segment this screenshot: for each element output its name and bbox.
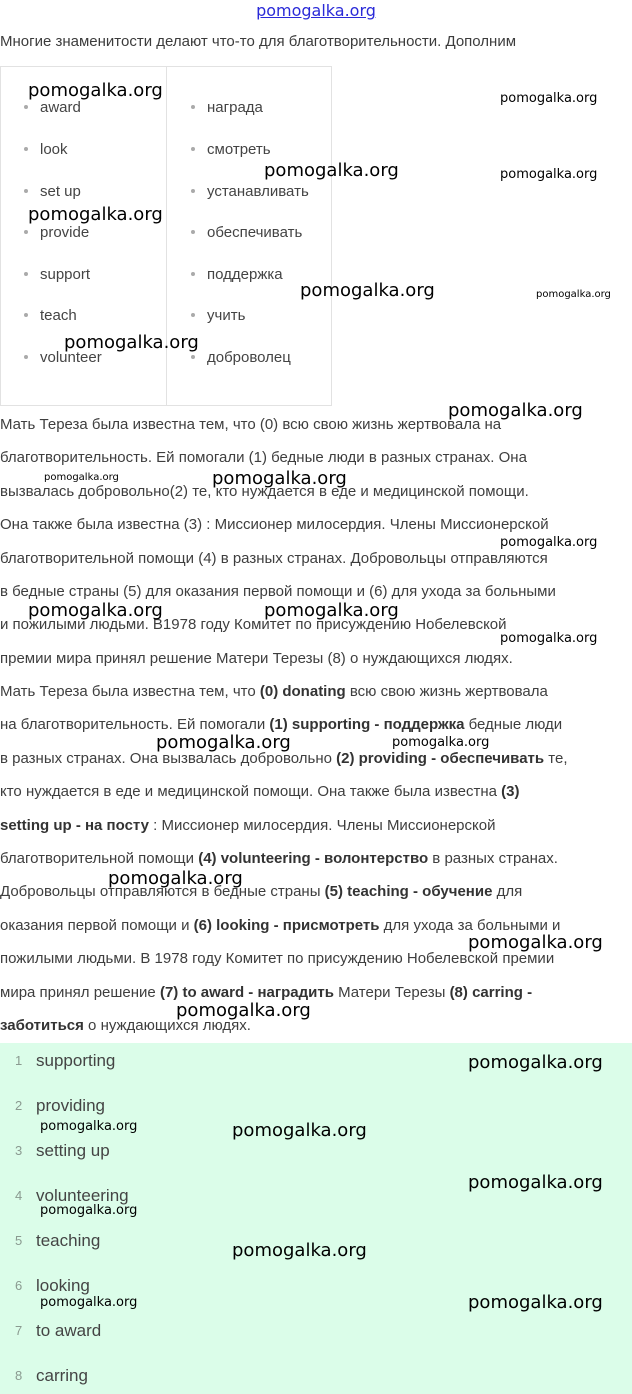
vocab-en-text: set up bbox=[40, 183, 81, 200]
answer-word: supporting bbox=[36, 1051, 116, 1070]
watermark: pomogalka.org bbox=[468, 932, 603, 953]
watermark: pomogalka.org bbox=[40, 1295, 138, 1310]
watermark: pomogalka.org bbox=[176, 1000, 311, 1021]
vocab-en-text: look bbox=[40, 141, 68, 158]
answer-highlight: (0) donating bbox=[259, 683, 346, 700]
answer-number: 4 bbox=[15, 1188, 23, 1203]
task-line: благотворительной помощи (4) в разных странах. Добровольцы отправляются bbox=[0, 549, 548, 567]
table-divider bbox=[166, 67, 167, 405]
vocab-en-text: teach bbox=[40, 307, 77, 324]
task-line: благотворительность. Ей помогали (1) бедные люди в разных странах. Она bbox=[0, 449, 527, 467]
watermark: pomogalka.org bbox=[212, 468, 347, 489]
watermark: pomogalka.org bbox=[156, 732, 291, 753]
task-line: Мать Тереза была известна тем, что (0) всю свою жизнь жертвовала на bbox=[0, 416, 502, 433]
answer-line: благотворительной помощи (4) volunteering - волонтерство в разных странах. bbox=[0, 850, 558, 868]
watermark: pomogalka.org bbox=[448, 400, 583, 421]
watermark: pomogalka.org bbox=[40, 1119, 138, 1134]
answer-line: мира принял решение (7) to award - наградить Матери Терезы (8) carring - bbox=[0, 983, 533, 1001]
vocab-ru-text: устанавливать bbox=[207, 183, 309, 200]
answer-number: 6 bbox=[15, 1278, 23, 1293]
answer-highlight: (5) teaching - обучение bbox=[324, 883, 493, 901]
bullet-icon bbox=[191, 313, 195, 317]
watermark: pomogalka.org bbox=[300, 280, 435, 301]
task-line: Она также была известна (3) : Миссионер милосердия. Члены Миссионерской bbox=[0, 516, 549, 534]
answers-list bbox=[0, 1043, 632, 1394]
watermark: pomogalka.org bbox=[64, 332, 199, 353]
watermark: pomogalka.org bbox=[500, 631, 598, 646]
task-line: и пожилыми людьми. В1978 году Комитет по присуждению Нобелевской bbox=[0, 616, 507, 634]
vocab-en-5 bbox=[24, 266, 90, 283]
answer-paragraph bbox=[0, 675, 632, 1042]
answer-highlight: (3) bbox=[501, 783, 520, 801]
answer-line: заботиться о нуждающихся людях. bbox=[0, 1017, 251, 1035]
bullet-icon bbox=[191, 147, 195, 151]
bullet-icon bbox=[191, 230, 195, 234]
intro-text: Многие знаменитости делают что-то для благотворительности. Дополним bbox=[0, 33, 517, 50]
answer-line: в разных странах. Она вызвалась добровольно (2) providing - обеспечивать те, bbox=[0, 749, 568, 767]
answer-highlight: (8) carring - bbox=[449, 983, 533, 1001]
answer-line: пожилыми людьми. В 1978 году Комитет по присуждению Нобелевской премии bbox=[0, 950, 555, 968]
vocab-en-text: award bbox=[40, 99, 81, 116]
answer-word: volunteering bbox=[36, 1186, 129, 1205]
vocab-en-2 bbox=[24, 141, 68, 158]
watermark: pomogalka.org bbox=[232, 1240, 367, 1261]
vocab-ru-text: поддержка bbox=[207, 266, 283, 283]
vocab-ru-7 bbox=[191, 349, 291, 366]
bullet-icon bbox=[191, 105, 195, 109]
answer-line: оказания первой помощи и (6) looking - присмотреть для ухода за больными и bbox=[0, 916, 561, 934]
answer-word: setting up bbox=[36, 1141, 110, 1160]
vocab-en-text: support bbox=[40, 266, 91, 283]
bullet-icon bbox=[24, 189, 28, 193]
vocab-ru-text: смотреть bbox=[207, 141, 271, 158]
answer-highlight: (4) volunteering - волонтерство bbox=[198, 850, 429, 868]
answer-word: carring bbox=[36, 1366, 88, 1385]
vocab-ru-5 bbox=[191, 266, 283, 283]
answer-highlight: (1) supporting - поддержка bbox=[269, 716, 465, 734]
watermark: pomogalka.org bbox=[28, 204, 163, 225]
vocab-ru-1 bbox=[191, 99, 263, 116]
vocab-ru-text: обеспечивать bbox=[207, 224, 303, 241]
task-line: вызвалась добровольно(2) те, кто нуждается в еде и медицинской помощи. bbox=[0, 482, 529, 500]
bullet-icon bbox=[24, 230, 28, 234]
watermark: pomogalka.org bbox=[108, 868, 243, 889]
watermark: pomogalka.org bbox=[392, 735, 490, 750]
vocab-ru-text: награда bbox=[207, 99, 263, 116]
watermark: pomogalka.org bbox=[468, 1052, 603, 1073]
vocab-ru-2 bbox=[191, 141, 271, 158]
answer-highlight: заботиться bbox=[0, 1017, 84, 1035]
vocab-en-1 bbox=[24, 99, 81, 116]
watermark: pomogalka.org bbox=[536, 289, 611, 300]
watermark: pomogalka.org bbox=[232, 1120, 367, 1141]
answer-highlight: (2) providing - обеспечивать bbox=[336, 749, 545, 767]
bullet-icon bbox=[191, 355, 195, 359]
watermark: pomogalka.org bbox=[40, 1203, 138, 1218]
answer-highlight: setting up - на посту bbox=[0, 816, 149, 834]
bullet-icon bbox=[24, 105, 28, 109]
answer-number: 8 bbox=[15, 1368, 23, 1383]
answer-highlight: (6) looking - присмотреть bbox=[193, 916, 380, 934]
answer-highlight: (7) to award - наградить bbox=[159, 983, 334, 1001]
answer-line: на благотворительность. Ей помогали (1) supporting - поддержка бедные люди bbox=[0, 716, 563, 734]
vocab-ru-3 bbox=[191, 183, 309, 200]
watermark: pomogalka.org bbox=[500, 535, 598, 550]
answer-line: Мать Тереза была известна тем, что (0) donating всю свою жизнь жертвовала bbox=[0, 683, 548, 700]
task-line: в бедные страны (5) для оказания первой помощи и (6) для ухода за больными bbox=[0, 583, 556, 601]
watermark: pomogalka.org bbox=[468, 1292, 603, 1313]
vocab-en-3 bbox=[24, 183, 81, 200]
vocab-ru-text: доброволец bbox=[207, 349, 291, 366]
answer-number: 5 bbox=[15, 1233, 23, 1248]
answer-line: Добровольцы отправляются в бедные страны (5) teaching - обучение для bbox=[0, 883, 523, 901]
watermark: pomogalka.org bbox=[468, 1172, 603, 1193]
vocab-ru-4 bbox=[191, 224, 302, 241]
bullet-icon bbox=[24, 272, 28, 276]
watermark: pomogalka.org bbox=[44, 472, 119, 483]
answer-line: setting up - на посту : Миссионер милосердия. Члены Миссионерской bbox=[0, 816, 496, 834]
watermark: pomogalka.org bbox=[28, 80, 163, 101]
task-line: премии мира принял решение Матери Терезы (8) о нуждающихся людях. bbox=[0, 649, 513, 667]
site-link[interactable]: pomogalka.org bbox=[256, 1, 376, 20]
vocab-en-text: volunteer bbox=[40, 349, 102, 366]
bullet-icon bbox=[24, 313, 28, 317]
answer-line: кто нуждается в еде и медицинской помощи. Она также была известна (3) bbox=[0, 783, 520, 801]
watermark: pomogalka.org bbox=[500, 91, 598, 106]
watermark: pomogalka.org bbox=[500, 167, 598, 182]
vocabulary-table bbox=[0, 66, 332, 406]
answer-word: providing bbox=[36, 1096, 105, 1115]
bullet-icon bbox=[24, 355, 28, 359]
watermark: pomogalka.org bbox=[264, 160, 399, 181]
answer-number: 3 bbox=[15, 1143, 23, 1158]
answer-word: to award bbox=[36, 1321, 102, 1340]
answer-number: 2 bbox=[15, 1098, 23, 1113]
bullet-icon bbox=[24, 147, 28, 151]
answer-word: looking bbox=[36, 1276, 90, 1295]
bullet-icon bbox=[191, 189, 195, 193]
watermark: pomogalka.org bbox=[28, 600, 163, 621]
vocab-en-6 bbox=[24, 307, 77, 324]
bullet-icon bbox=[191, 272, 195, 276]
vocab-ru-6 bbox=[191, 307, 245, 324]
vocab-ru-text: учить bbox=[207, 307, 246, 324]
answer-word: teaching bbox=[36, 1231, 101, 1250]
vocab-en-text: provide bbox=[40, 224, 90, 241]
answer-number: 1 bbox=[15, 1053, 23, 1068]
vocab-en-4 bbox=[24, 224, 89, 241]
answer-number: 7 bbox=[15, 1323, 23, 1338]
watermark: pomogalka.org bbox=[264, 600, 399, 621]
